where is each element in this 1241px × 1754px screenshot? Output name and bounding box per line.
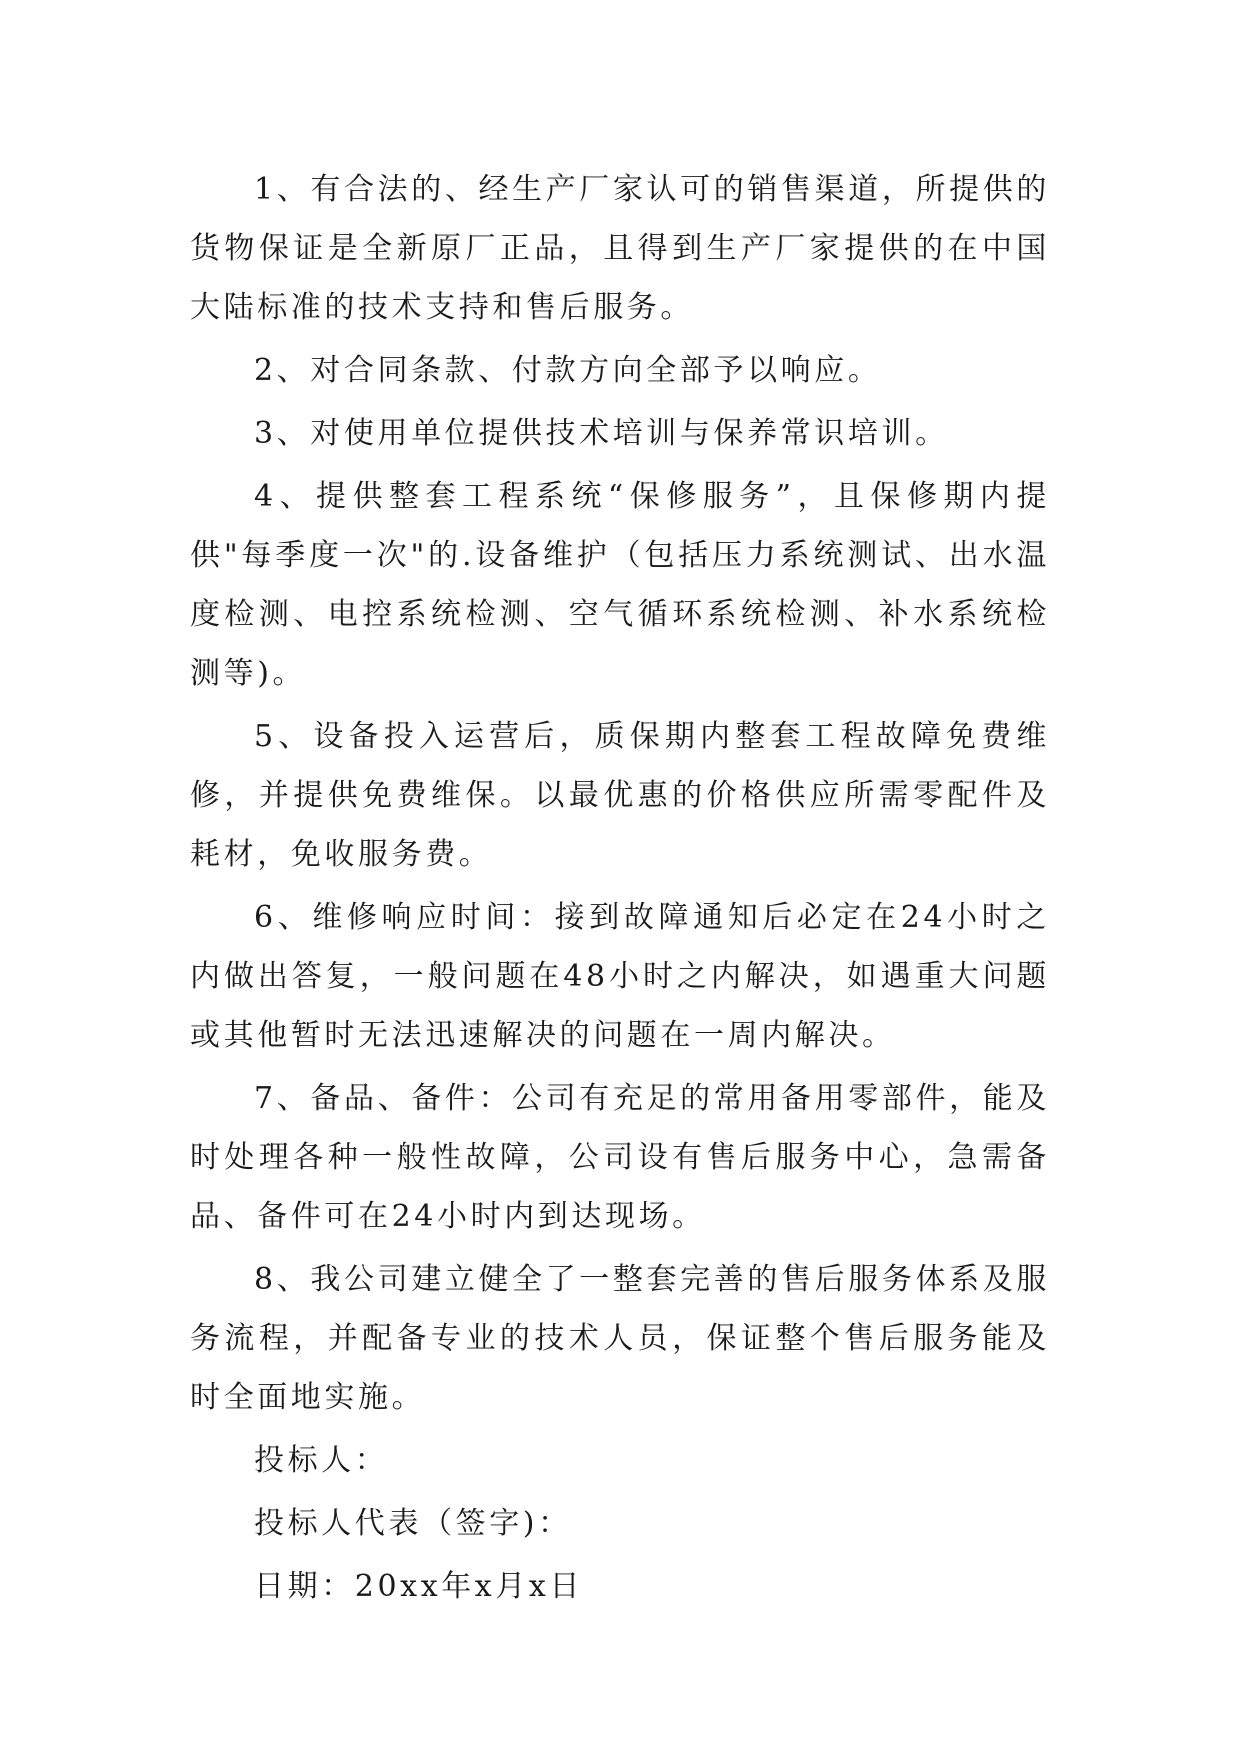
clause-1: 1、有合法的、经生产厂家认可的销售渠道，所提供的货物保证是全新原厂正品，且得到生产厂家提供的在中国大陆标准的技术支持和售后服务。: [190, 172, 1050, 325]
clause-7: 7、备品、备件：公司有充足的常用备用零部件，能及时处理各种一般性故障，公司设有售后服务中心，急需备品、备件可在24小时内到达现场。: [190, 1081, 1050, 1234]
date-line: 日期：20xx年x月x日: [254, 1569, 584, 1604]
representative-signature-line: 投标人代表（签字)：: [254, 1506, 572, 1541]
clause-3: 3、对使用单位提供技术培训与保养常识培训。: [254, 416, 949, 451]
clause-8: 8、我公司建立健全了一整套完善的售后服务体系及服务流程，并配备专业的技术人员，保证整个售后服务能及时全面地实施。: [190, 1262, 1050, 1415]
clause-5: 5、设备投入运营后，质保期内整套工程故障免费维修，并提供免费维保。以最优惠的价格供应所需零配件及耗材，免收服务费。: [190, 719, 1050, 872]
clause-6: 6、维修响应时间：接到故障通知后必定在24小时之内做出答复，一般问题在48小时之内解决，如遇重大问题或其他暂时无法迅速解决的问题在一周内解决。: [190, 900, 1050, 1053]
document-body: [190, 160, 1050, 1620]
bidder-line: 投标人：: [254, 1443, 389, 1478]
clause-4: 4、提供整套工程系统“保修服务”，且保修期内提供"每季度一次"的.设备维护（包括压力系统测试、出水温度检测、电控系统检测、空气循环系统检测、补水系统检测等)。: [190, 479, 1050, 691]
clause-2: 2、对合同条款、付款方向全部予以响应。: [254, 353, 882, 388]
